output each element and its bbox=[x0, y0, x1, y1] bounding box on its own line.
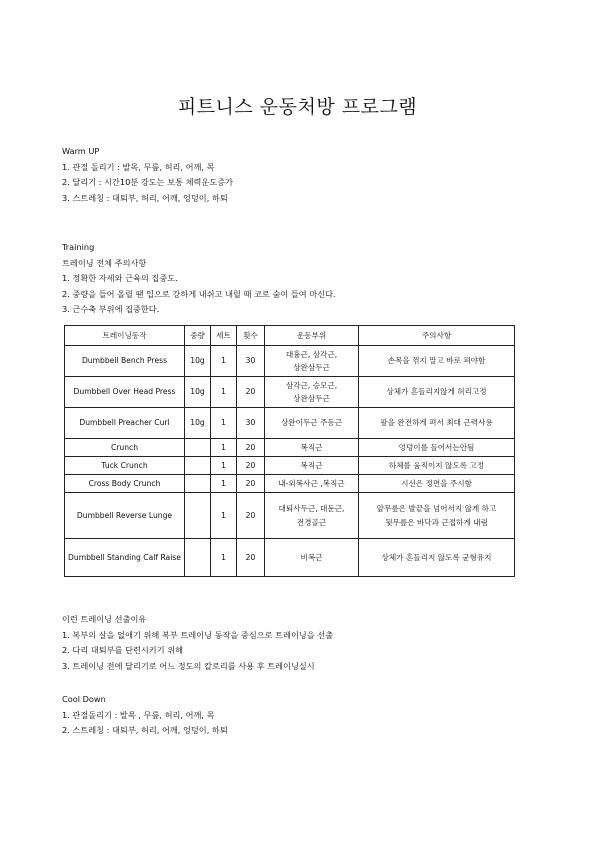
reason-heading: 이런 트레이닝 선출이유 bbox=[62, 614, 147, 624]
reps-cell: 20 bbox=[237, 377, 265, 408]
training-item: 3. 근수축 부위에 집중한다. bbox=[62, 304, 160, 314]
caution-cell: 손목을 꺾지 말고 바로 펴야함 bbox=[359, 346, 515, 377]
cooldown-heading: Cool Down bbox=[62, 694, 106, 704]
table-row bbox=[65, 457, 515, 475]
header-sets: 세트 bbox=[211, 326, 237, 346]
sets-cell: 1 bbox=[211, 346, 237, 377]
weight-cell bbox=[185, 493, 211, 539]
header-caution: 주의사항 bbox=[359, 326, 515, 346]
warmup-heading: Warm UP bbox=[62, 146, 100, 156]
warmup-item: 1. 관절 돌리기 : 발목, 무릎, 허리, 어깨, 목 bbox=[62, 161, 215, 172]
area-cell: 상완이두근 주동근 bbox=[265, 408, 359, 439]
header-reps: 횟수 bbox=[237, 326, 265, 346]
table-row bbox=[65, 539, 515, 577]
training-item: 2. 중량을 들어 올릴 땐 입으로 강하게 내쉬고 내릴 때 코로 숨이 들여 마신다. bbox=[62, 288, 336, 299]
reps-cell: 20 bbox=[237, 475, 265, 493]
table-row bbox=[65, 493, 515, 539]
warmup-section bbox=[62, 144, 233, 206]
exercise-name: Crunch bbox=[65, 439, 185, 457]
caution-cell: 시선은 정면을 주시함 bbox=[359, 475, 515, 493]
caution-cell: 앞무릎은 발끝을 넘어서지 않게 하고 뒷무릎은 바닥과 근접하게 내림 bbox=[359, 493, 515, 539]
exercise-name: Dumbbell Standing Calf Raise bbox=[65, 539, 185, 577]
reps-cell: 20 bbox=[237, 539, 265, 577]
sets-cell: 1 bbox=[211, 408, 237, 439]
reason-item: 1. 복부의 살을 없애기 위해 복부 트레이닝 동작을 중심으로 트레이닝을 선출 bbox=[62, 629, 334, 640]
exercise-name: Dumbbell Bench Press bbox=[65, 346, 185, 377]
table-row bbox=[65, 377, 515, 408]
weight-cell bbox=[185, 457, 211, 475]
training-table bbox=[64, 325, 515, 577]
exercise-name: Cross Body Crunch bbox=[65, 475, 185, 493]
area-cell: 내-외복사근 ,복직근 bbox=[265, 475, 359, 493]
reps-cell: 20 bbox=[237, 457, 265, 475]
exercise-name: Dumbbell Over Head Press bbox=[65, 377, 185, 408]
warmup-item: 2. 달리기 : 시간10분 강도는 보통 체력운도증가 bbox=[62, 177, 234, 187]
caution-cell: 팔을 완전하게 펴서 최대 근력사용 bbox=[359, 408, 515, 439]
area-cell: 복직근 bbox=[265, 439, 359, 457]
sets-cell: 1 bbox=[211, 377, 237, 408]
area-cell: 대흉근, 삼각근, 상완삼두근 bbox=[265, 346, 359, 377]
cooldown-item: 2. 스트레칭 : 대퇴부, 허리, 어깨, 엉덩이, 하퇴 bbox=[62, 725, 228, 735]
page-title: 피트니스 운동처방 프로그램 bbox=[177, 96, 418, 118]
exercise-name: Dumbbell Preacher Curl bbox=[65, 408, 185, 439]
table-row bbox=[65, 439, 515, 457]
area-cell: 복직근 bbox=[265, 457, 359, 475]
weight-cell: 10g bbox=[185, 408, 211, 439]
table-row bbox=[65, 408, 515, 439]
header-area: 운동부위 bbox=[265, 326, 359, 346]
training-heading: Training bbox=[62, 242, 95, 252]
reps-cell: 30 bbox=[237, 346, 265, 377]
table-header-row bbox=[65, 326, 515, 346]
reps-cell: 30 bbox=[237, 408, 265, 439]
caution-cell: 엉덩이를 들어서는안됨 bbox=[359, 439, 515, 457]
reason-item: 3. 트레이닝 전에 달리기로 어느 정도의 칼로리를 사용 후 트레이닝실시 bbox=[62, 660, 315, 671]
header-exercise: 트레이닝동작 bbox=[65, 326, 185, 346]
sets-cell: 1 bbox=[211, 475, 237, 493]
exercise-name: Tuck Crunch bbox=[65, 457, 185, 475]
area-cell: 비복근 bbox=[265, 539, 359, 577]
weight-cell bbox=[185, 539, 211, 577]
sets-cell: 1 bbox=[211, 457, 237, 475]
training-item: 1. 정확한 자세와 근육의 집중도. bbox=[62, 273, 178, 283]
area-cell: 삼각근, 승모근, 상완삼두근 bbox=[265, 377, 359, 408]
cooldown-item: 1. 관절돌리기 : 발목 , 무릎, 허리, 어깨, 목 bbox=[62, 709, 215, 720]
weight-cell bbox=[185, 475, 211, 493]
sets-cell: 1 bbox=[211, 439, 237, 457]
weight-cell: 10g bbox=[185, 346, 211, 377]
weight-cell bbox=[185, 439, 211, 457]
table-row bbox=[65, 475, 515, 493]
training-section bbox=[62, 240, 336, 318]
weight-cell: 10g bbox=[185, 377, 211, 408]
sets-cell: 1 bbox=[211, 539, 237, 577]
warmup-item: 3. 스트레칭 : 대퇴부, 허리, 어깨, 엉덩이, 하퇴 bbox=[62, 192, 228, 203]
reason-section bbox=[62, 612, 333, 674]
sets-cell: 1 bbox=[211, 493, 237, 539]
caution-cell: 하체를 움직이지 않도록 고정 bbox=[359, 457, 515, 475]
reps-cell: 20 bbox=[237, 493, 265, 539]
caution-cell: 상체가 흔들리지않게 허리고정 bbox=[359, 377, 515, 408]
reason-item: 2. 다리 대퇴부를 단련시키기 위해 bbox=[62, 645, 184, 655]
header-weight: 중량 bbox=[185, 326, 211, 346]
caution-cell: 상체가 흔들리지 않도록 균형유지 bbox=[359, 539, 515, 577]
area-cell: 대퇴사두근, 대둔근, 전경골근 bbox=[265, 493, 359, 539]
reps-cell: 20 bbox=[237, 439, 265, 457]
table-row bbox=[65, 346, 515, 377]
cooldown-section bbox=[62, 692, 228, 739]
training-subheading: 트레이닝 전체 주의사항 bbox=[62, 257, 147, 268]
exercise-name: Dumbbell Reverse Lunge bbox=[65, 493, 185, 539]
